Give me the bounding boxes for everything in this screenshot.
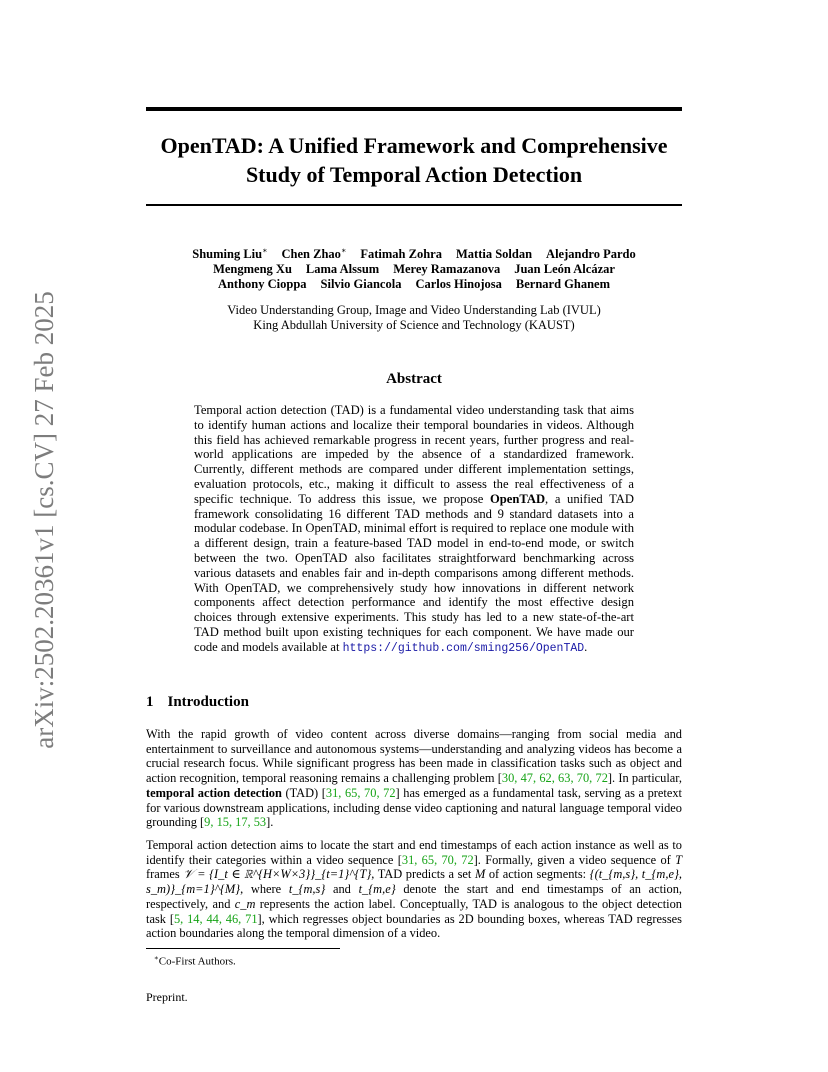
paper-title: OpenTAD: A Unified Framework and Comprehensive Study of Temporal Action Detection — [160, 133, 668, 187]
preprint-label: Preprint. — [146, 990, 188, 1004]
author: Mattia Soldan — [455, 247, 533, 262]
footnote: ∗Co-First Authors. — [154, 954, 236, 968]
citation-link[interactable]: 5, 14, 44, 46, 71 — [173, 911, 258, 926]
author-list — [146, 243, 682, 292]
author: Carlos Hinojosa — [415, 277, 502, 292]
title-bottom-rule — [146, 204, 682, 206]
intro-paragraph-2: Temporal action detection aims to locate the start and end timestamps of each action instance as well as to identify their categories within a video sequence [31, 65, 70, 72]. Formally, given a video sequence of T frames 𝒱 = {I_t ∈ ℝ^{H×W×3}}_{t=1}^{T}, TAD predicts a set M of action segments: {(t_{m,s}, t_{m,e}, s_m)}_{m=1}^{M}, where t_{m,s} and t_{m,e} denote the start and end timestamps of an action, respectively, and c_m represents the action label. Conceptually, TAD is analogous to the object detection task [5, 14, 44, 46, 71], which regresses object boundaries as 2D bounding boxes, whereas TAD regresses action boundaries along the temporal dimension of a video. — [146, 838, 683, 941]
arxiv-identifier: arXiv:2502.20361v1 [cs.CV] 27 Feb 2025 — [29, 291, 59, 749]
author-line-2 — [146, 262, 682, 277]
author: Shuming Liu∗ — [192, 246, 268, 262]
author: Juan León Alcázar — [514, 262, 615, 277]
author: Fatimah Zohra — [360, 247, 442, 262]
author: Anthony Cioppa — [217, 277, 307, 292]
citation-link[interactable]: 31, 65, 70, 72 — [401, 852, 474, 867]
affiliation — [146, 303, 682, 333]
author: Chen Zhao∗ — [281, 246, 347, 262]
title-top-rule — [146, 107, 682, 111]
author: Alejandro Pardo — [546, 247, 636, 262]
author-line-1 — [146, 243, 682, 262]
code-repository-link[interactable]: https://github.com/sming256/OpenTAD — [342, 641, 585, 655]
affiliation-line-1: Video Understanding Group, Image and Video Understanding Lab (IVUL) — [227, 303, 601, 317]
section-heading-introduction: 1 Introduction — [146, 694, 249, 710]
citation-link[interactable]: 31, 65, 70, 72 — [325, 785, 396, 800]
author-line-3 — [146, 277, 682, 292]
intro-paragraph-1: With the rapid growth of video content across diverse domains—ranging from social media and entertainment to surveillance and autonomous systems—understanding and analyzing videos has become a crucial research focus. While significant progress has been made in classification tasks such as object and action recognition, temporal reasoning remains a challenging problem [30, 47, 62, 63, 70, 72]. In particular, temporal action detection (TAD) [31, 65, 70, 72] has emerged as a fundamental task, serving as a pretext for various downstream applications, including dense video captioning and natural language temporal video grounding [9, 15, 17, 53]. — [146, 727, 682, 830]
abstract-body: Temporal action detection (TAD) is a fundamental video understanding task that aims to identify human actions and localize their temporal boundaries in videos. Although this field has achieved remarkable progress in recent years, further progress and real-world applications are impeded by the absence of a standardized framework. Currently, different methods are compared under different implementation settings, evaluation protocols, etc., making it difficult to assess the real effectiveness of a specific technique. To address this issue, we propose OpenTAD, a unified TAD framework consolidating 16 different TAD methods and 9 standard datasets into a modular codebase. In OpenTAD, minimal effort is required to replace one module with a different design, train a feature-based TAD model in end-to-end mode, or switch between the two. OpenTAD also facilitates straightforward benchmarking across various datasets and enables fair and in-depth comparisons among different methods. With OpenTAD, we comprehensively study how innovations in different network components affect detection performance and identify the most effective design choices through extensive experiments. This study has led to a new state-of-the-art TAD method built upon existing techniques for each component. We have made our code and models available at https://github.com/sming256/OpenTAD. — [194, 403, 634, 655]
author: Silvio Giancola — [320, 277, 402, 292]
author: Mengmeng Xu — [213, 262, 292, 277]
author: Merey Ramazanova — [393, 262, 501, 277]
author: Bernard Ghanem — [515, 277, 611, 292]
citation-link[interactable]: 9, 15, 17, 53 — [204, 815, 267, 830]
affiliation-line-2: King Abdullah University of Science and Technology (KAUST) — [253, 318, 575, 332]
author: Lama Alssum — [305, 262, 380, 277]
abstract-bold-name: OpenTAD — [489, 491, 546, 506]
abstract-heading: Abstract — [386, 371, 442, 387]
footnote-rule — [146, 948, 340, 949]
citation-link[interactable]: 30, 47, 62, 63, 70, 72 — [501, 771, 608, 786]
